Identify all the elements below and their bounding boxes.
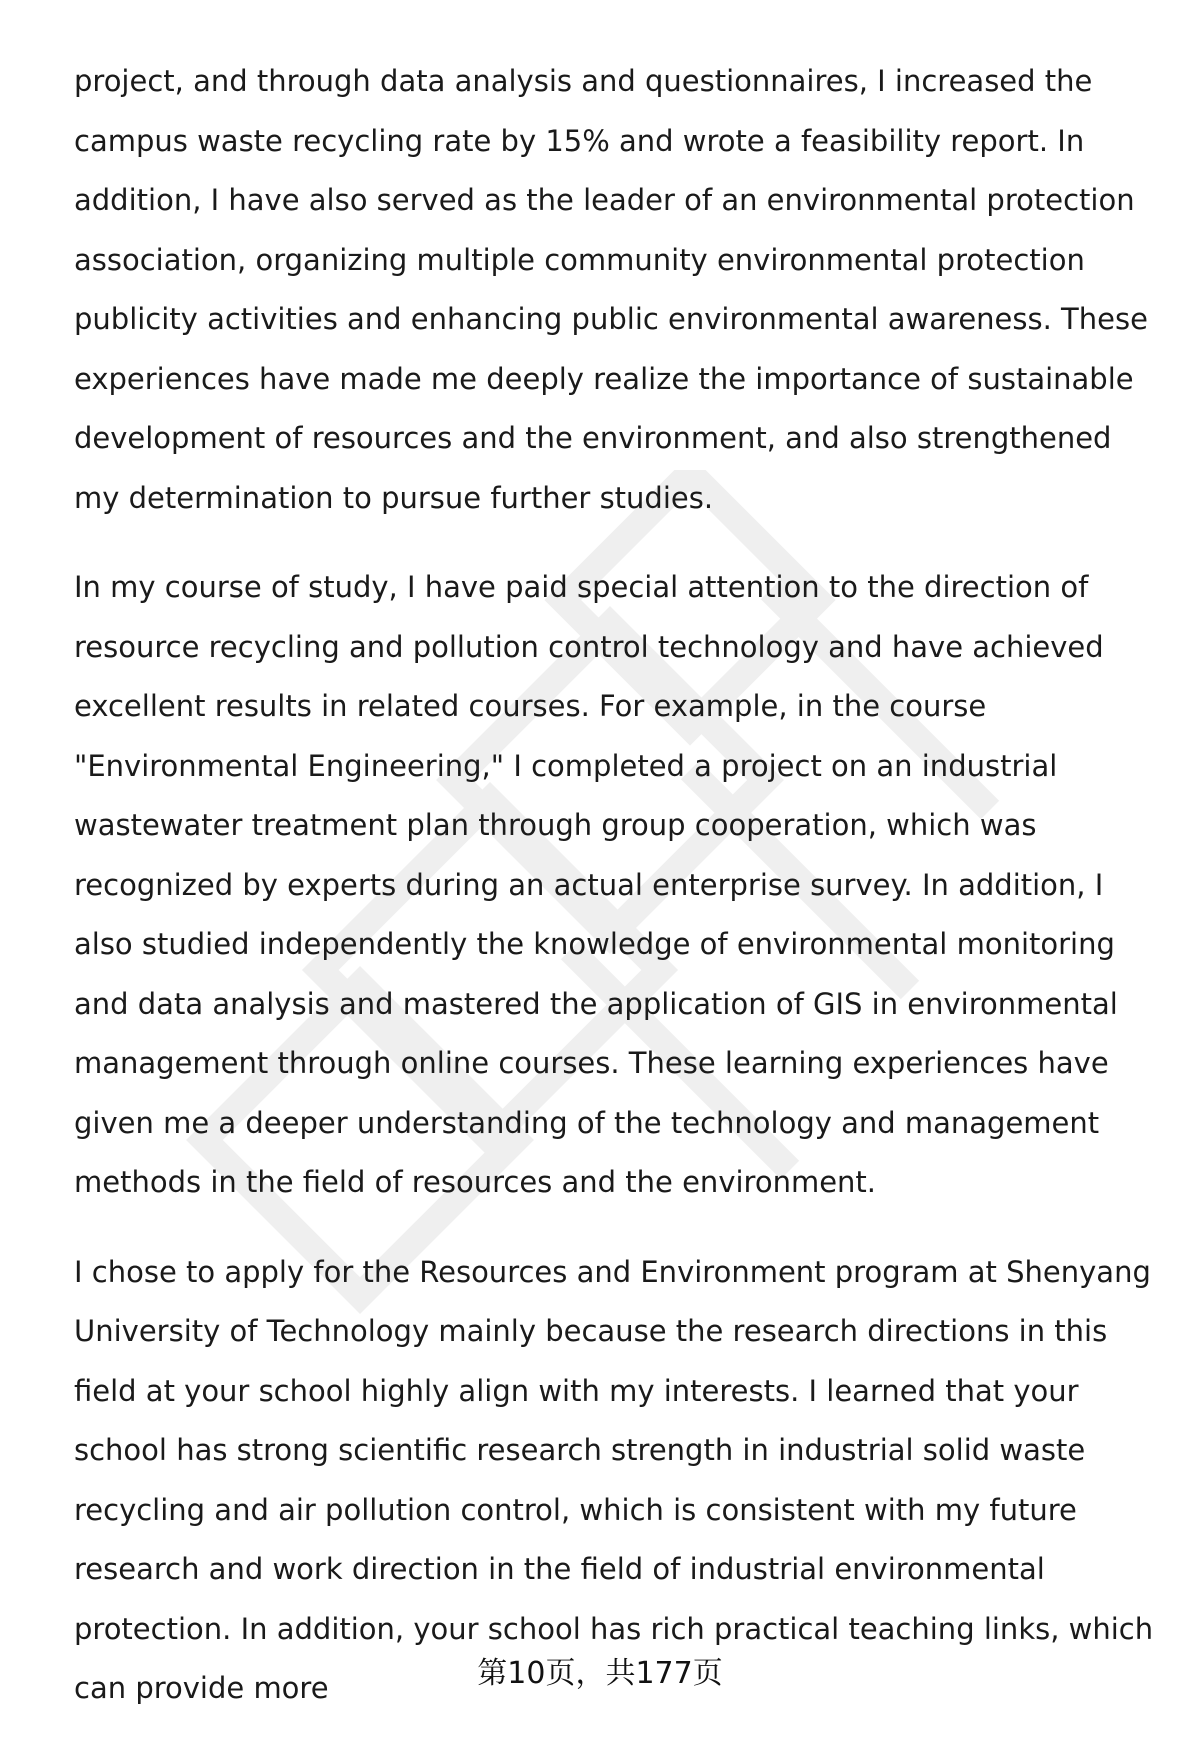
- paragraph: I chose to apply for the Resources and Environment program at Shenyang University of Technology mainly because the research directions in this field at your school highly align with my interests. I learned that your school has strong scientific research strength in industrial solid waste recycling and air pollution control, which is consistent with my future research and work direction in the field of industrial environmental protection. In addition, your school has rich practical teaching links, which can provide more: [74, 1254, 1154, 1705]
- body-text: [74, 52, 1164, 1749]
- page-number: 第10页，共177页: [477, 1656, 723, 1691]
- paragraph: In my course of study, I have paid special attention to the direction of resource recycling and pollution control technology and have achieved excellent results in related courses. For example, in the course "Environmental Engineering," I completed a project on an industrial wastewater treatment plan through group cooperation, which was recognized by experts during an actual enterprise survey. In addition, I also studied independently the knowledge of environmental monitoring and data analysis and mastered the application of GIS in environmental management through online courses. These learning experiences have given me a deeper understanding of the technology and management methods in the field of resources and the environment.: [74, 570, 1118, 1199]
- paragraph: project, and through data analysis and questionnaires, I increased the campus waste recycling rate by 15% and wrote a feasibility report. In addition, I have also served as the leader of an environmental protection association, organizing multiple community environmental protection publicity activities and enhancing public environmental awareness. These experiences have made me deeply realize the importance of sustainable development of resources and the environment, and also strengthened my determination to pursue further studies.: [74, 64, 1148, 515]
